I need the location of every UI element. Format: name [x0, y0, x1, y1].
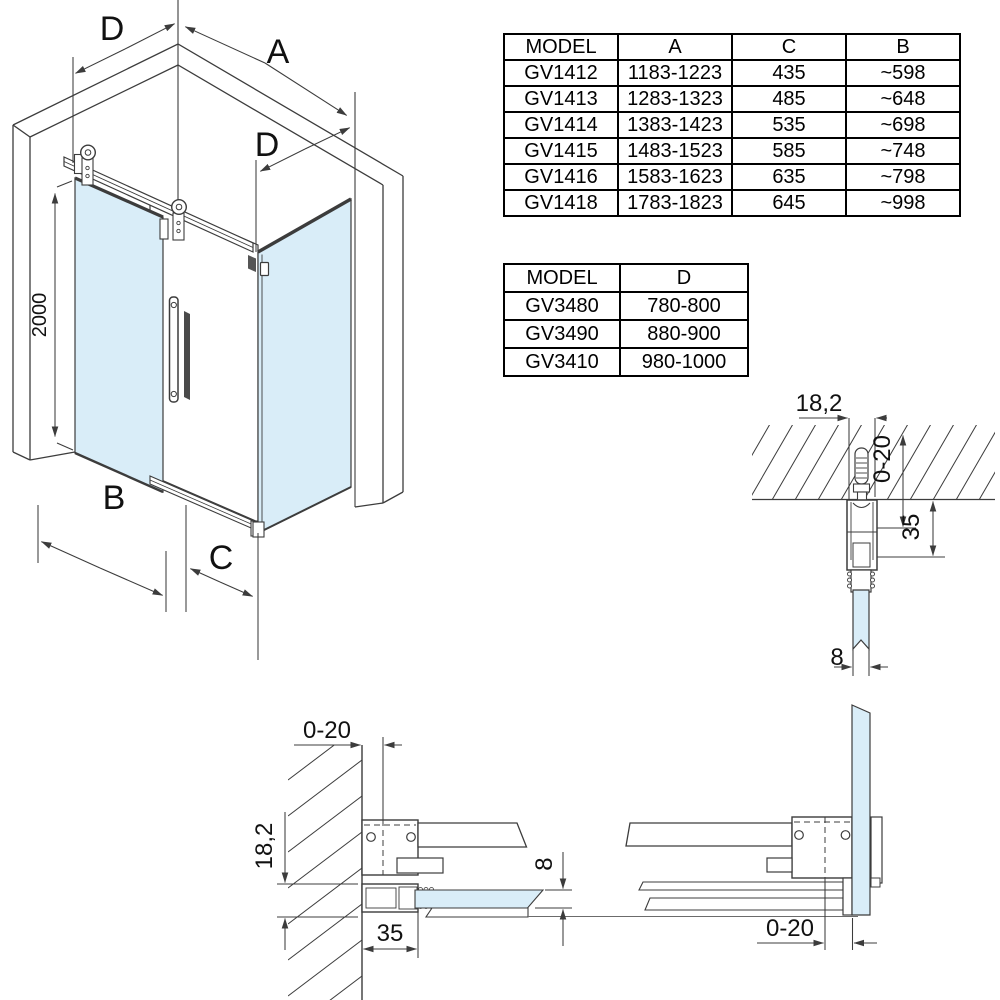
table-row — [504, 112, 960, 138]
table-cell: 645 — [732, 190, 846, 216]
table-cell: ~798 — [846, 164, 960, 190]
table-cell: GV1412 — [504, 60, 618, 86]
dim-adjustment: 0-20 — [302, 717, 352, 744]
table-cell: 535 — [732, 112, 846, 138]
table-cell: 485 — [732, 86, 846, 112]
side-glass-panel — [253, 199, 351, 537]
dim-adjustment: 0-20 — [869, 434, 896, 484]
back-profile-strip — [871, 817, 882, 887]
lower-bar — [645, 898, 843, 910]
table-cell: GV3490 — [504, 320, 620, 348]
door-stopper — [160, 219, 168, 239]
side-panel-bracket-section — [626, 817, 852, 915]
table-header-cell: B — [846, 34, 960, 60]
glass-clamp-channel — [851, 570, 871, 592]
table-cell: 1483-1523 — [618, 138, 732, 164]
table-row — [504, 86, 960, 112]
roller-plate — [82, 158, 93, 185]
profile-stub — [767, 858, 792, 872]
glass-section — [415, 890, 543, 908]
table-row — [504, 320, 748, 348]
dim-profile-height: 35 — [898, 513, 925, 541]
panel-clamp — [261, 263, 269, 276]
table-cell: ~648 — [846, 86, 960, 112]
table-cell: ~998 — [846, 190, 960, 216]
table-header-cell: D — [620, 264, 748, 292]
dim-label-depth-inner: D — [254, 126, 280, 164]
dim-profile-width: 18,2 — [795, 390, 843, 417]
table-cell: 1183-1223 — [618, 60, 732, 86]
sliding-door-glass — [75, 178, 163, 492]
glass-section — [853, 590, 869, 649]
glass-section-vertical — [852, 705, 870, 915]
table-row — [504, 190, 960, 216]
door-edge-profile — [184, 311, 190, 400]
dim-label-door: B — [102, 479, 126, 517]
table-header-cell: MODEL — [504, 34, 618, 60]
table-row — [504, 292, 748, 320]
table-cell: 980-1000 — [620, 348, 748, 376]
profile-arm — [418, 823, 527, 847]
floor-profile-details — [230, 690, 1000, 1000]
table-row — [504, 60, 960, 86]
table-row — [504, 348, 748, 376]
glass-foot-bracket — [843, 878, 852, 915]
table-cell: 780-800 — [620, 292, 748, 320]
profile-arm — [626, 823, 792, 846]
table-cell: 1283-1323 — [618, 86, 732, 112]
table-cell: GV1413 — [504, 86, 618, 112]
dim-label-width: A — [266, 33, 290, 71]
table-header-cell: C — [732, 34, 846, 60]
table-cell: 1783-1823 — [618, 190, 732, 216]
table-cell: GV3480 — [504, 292, 620, 320]
table-header-row — [504, 34, 960, 60]
table-row — [504, 138, 960, 164]
door-handle — [170, 297, 179, 402]
table-cell: 585 — [732, 138, 846, 164]
lower-bar — [639, 882, 843, 890]
dim-label-height: 2000 — [29, 292, 51, 338]
roller-plate — [173, 213, 184, 240]
size-table — [503, 33, 961, 217]
dim-profile-width: 35 — [376, 920, 404, 947]
dim-label-depth-top: D — [99, 10, 125, 48]
table-cell: GV3410 — [504, 348, 620, 376]
table-cell: GV1416 — [504, 164, 618, 190]
wall-profile-detail — [740, 385, 1000, 690]
table-header-cell: A — [618, 34, 732, 60]
profile-stub — [397, 858, 443, 873]
side-panel-table — [503, 263, 749, 377]
table-cell: 1383-1423 — [618, 112, 732, 138]
dim-glass-thickness: 8 — [531, 857, 558, 871]
table-header-cell: MODEL — [504, 264, 620, 292]
ceiling-profile — [847, 500, 877, 592]
table-cell: 1583-1623 — [618, 164, 732, 190]
table-cell: GV1414 — [504, 112, 618, 138]
isometric-shower-drawing — [0, 0, 480, 680]
table-cell: ~748 — [846, 138, 960, 164]
table-row — [504, 164, 960, 190]
anchor-screw — [854, 448, 870, 500]
wall-hatching — [288, 724, 362, 1000]
table-cell: 435 — [732, 60, 846, 86]
table-cell: 635 — [732, 164, 846, 190]
dim-adjustment: 0-20 — [765, 915, 815, 942]
dim-glass-thickness: 8 — [830, 644, 844, 671]
table-header-row — [504, 264, 748, 292]
lower-seal-bar — [426, 908, 528, 917]
table-cell: GV1415 — [504, 138, 618, 164]
table-cell: 880-900 — [620, 320, 748, 348]
table-cell: GV1418 — [504, 190, 618, 216]
table-cell: ~698 — [846, 112, 960, 138]
dim-profile-depth: 18,2 — [251, 822, 278, 870]
dim-label-clearance: C — [208, 539, 234, 577]
wall-bracket — [75, 155, 83, 174]
table-cell: ~598 — [846, 60, 960, 86]
